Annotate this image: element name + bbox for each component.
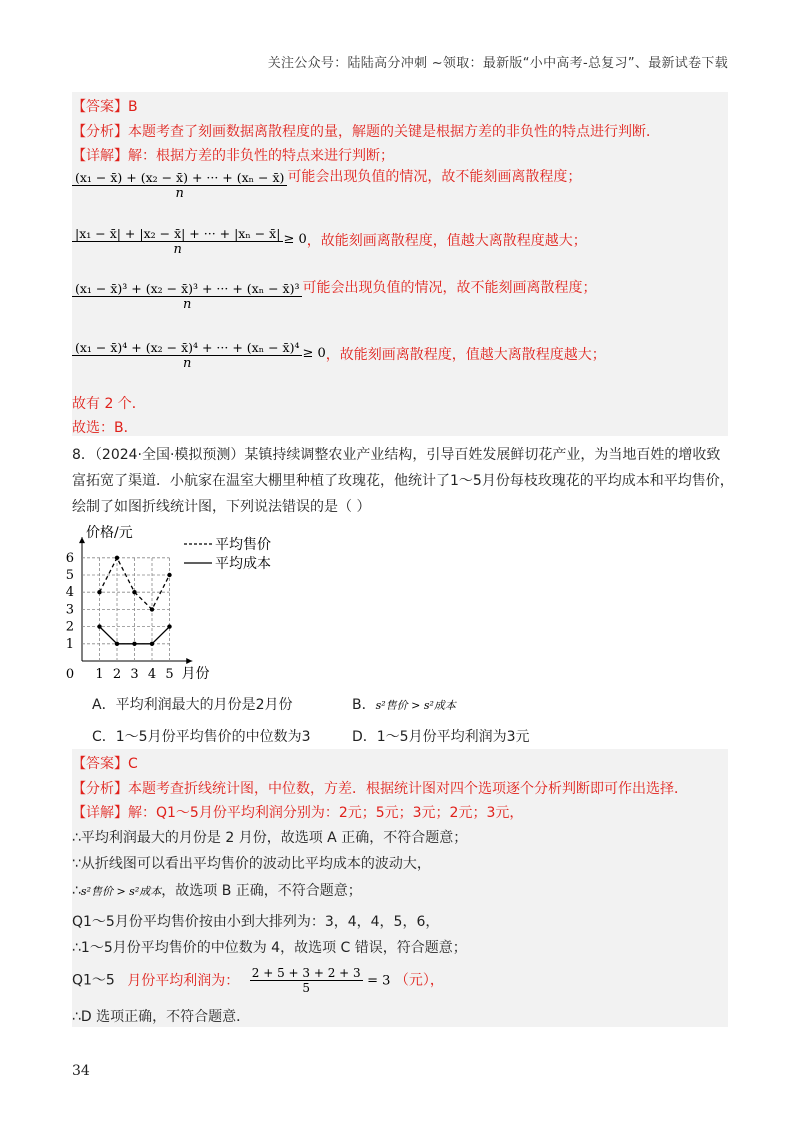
y-axis-label: 价格/元 [86,525,133,541]
x-tick-label: 2 [112,667,122,682]
analysis-text: 【分析】本题考查了刻画数据离散程度的量，解题的关键是根据方差的非负性的特点进行判断． [72,124,660,140]
step-7: ∴D 选项正确，不符合题意． [72,1009,251,1025]
page-number: 34 [72,1063,90,1079]
step-6: Q1～5 月份平均利润为： $\frac{2 + 5 + 3 + 2 + 3}{5}$ = 3 （元）， [72,966,444,995]
solution-block-q7 [72,92,728,436]
x-tick-label: 4 [147,667,157,682]
data-point [150,607,154,611]
step-5: ∴1～5月份平均售价的中位数为 4，故选项 C 错误，符合题意； [72,940,467,956]
detail-text-8: 【详解】解：Q1～5月份平均利润分别为：2元；5元；3元；2元；3元， [72,805,524,821]
y-axis-arrow [79,537,85,543]
detail-text: 【详解】解：根据方差的非负性的特点来进行判断； [72,148,394,164]
legend-label: 平均售价 [215,537,271,553]
option-d[interactable]: D．1～5月份平均利润为3元 [352,729,530,745]
option-c[interactable]: C．1～5月份平均售价的中位数为3 [92,729,311,745]
question-8-line-3: 绘制了如图折线统计图，下列说法错误的是（ ） [72,499,371,515]
data-point [97,624,101,628]
page-header: 关注公众号：陆陆高分冲刺 ~领取：最新版“小中高考-总复习”、最新试卷下载 [267,56,728,71]
line-chart [62,515,302,690]
analysis-text-8: 【分析】本题考查折线统计图，中位数，方差．根据统计图对四个选项逐个分析判断即可作出选择． [72,781,688,797]
legend-label: 平均成本 [215,556,271,572]
y-tick-label: 6 [65,550,74,566]
step-1: ∴平均利润最大的月份是 2 月份，故选项 A 正确，不符合题意； [72,830,468,846]
x-tick-label: 5 [165,667,174,682]
option-a[interactable]: A．平均利润最大的月份是2月份 [92,697,293,713]
y-tick-label: 3 [65,602,74,618]
option-b[interactable]: B．s²售价 > s²成本 [352,697,456,713]
data-point [132,642,136,646]
answer-label-8: 【答案】C [72,756,138,772]
data-point [167,624,171,628]
formula-2: $\frac{\text{|x₁ − x̄| + |x₂ − x̄| + ··· + |xₙ − x̄|}}{n}$ ≥ 0，故能刻画离散程度，值越大离散程度越大； [72,226,587,257]
y-tick-label: 1 [65,636,74,652]
question-8-line-2: 富拓宽了渠道．小航家在温室大棚里种植了玫瑰花，他统计了1～5月份每枝玫瑰花的平均成本和平均售价， [72,473,734,489]
question-8-line-1: 8．（2024·全国·模拟预测）某镇持续调整农业产业结构，引导百姓发展鲜切花产业，为当地百姓的增收致 [72,447,721,463]
data-point [150,642,154,646]
y-tick-label: 4 [65,585,74,601]
x-axis-arrow [186,658,192,664]
x-tick-label: 0 [65,667,75,682]
step-4: Q1～5月份平均售价按由小到大排列为：3，4，4，5，6， [72,914,440,930]
x-tick-label: 1 [95,667,104,682]
data-point [167,573,171,577]
answer-label: 【答案】B [72,99,138,115]
count-text: 故有 2 个． [72,396,146,412]
formula-1: $\frac{\text{(x₁ − x̄) + (x₂ − x̄) + ··· + (xₙ − x̄)}}{n}$ 可能会出现负值的情况，故不能刻画离散程度； [72,170,581,201]
x-axis-label: 月份 [181,666,210,682]
data-point [97,590,101,594]
step-2: ∵从折线图可以看出平均售价的波动比平均成本的波动大， [72,856,431,872]
formula-3: $\frac{\text{(x₁ − x̄)³ + (x₂ − x̄)³ + ··· + (xₙ − x̄)³}}{n}$ 可能会出现负值的情况，故不能刻画离散程度； [72,281,596,312]
y-tick-label: 5 [65,568,74,583]
data-point [115,556,119,560]
x-tick-label: 3 [130,667,139,682]
choose-text: 故选：B． [72,420,138,436]
data-point [132,590,136,594]
data-point [115,642,119,646]
y-tick-label: 2 [65,619,74,635]
formula-4: $\frac{\text{(x₁ − x̄)⁴ + (x₂ − x̄)⁴ + ··· + (xₙ − x̄)⁴}}{n}$ ≥ 0，故能刻画离散程度，值越大离散程度越大； [72,340,606,371]
step-3: ∴s²售价 > s²成本，故选项 B 正确，不符合题意； [72,883,362,899]
